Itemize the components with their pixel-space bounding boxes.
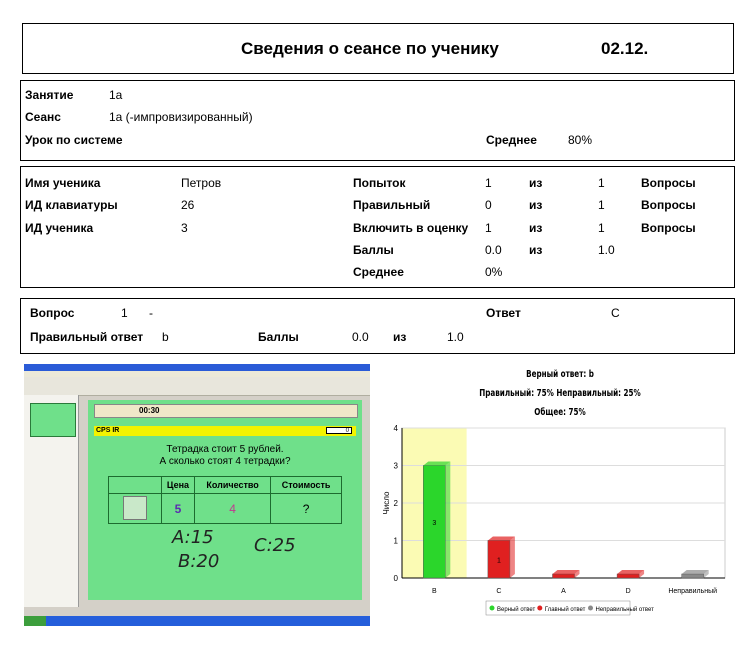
stat-label: Включить в оценку: [353, 221, 469, 235]
session-average-label: Среднее: [486, 133, 537, 147]
question-score-of: из: [393, 330, 407, 344]
table-cell: [109, 477, 162, 494]
stat-unit: Вопросы: [641, 221, 696, 235]
bar-value-label: 1: [496, 557, 501, 565]
col-qty: Количество: [194, 477, 270, 494]
taskbar: [24, 616, 370, 626]
stat-label: Среднее: [353, 265, 404, 279]
bar-value-label: 3: [432, 519, 437, 527]
price-value: 5: [162, 494, 195, 524]
stat-label: Попыток: [353, 176, 406, 190]
system-lesson-label: Урок по системе: [25, 133, 123, 147]
col-price: Цена: [162, 477, 195, 494]
cps-counter: 0: [326, 427, 352, 434]
cost-value: ?: [271, 494, 342, 524]
chart-plot: [380, 364, 740, 629]
slide-thumbnail-panel: [24, 395, 79, 607]
slide-canvas: [88, 400, 362, 600]
legend-marker: [490, 606, 495, 611]
legend-label: Главный ответ: [544, 607, 586, 613]
report-date: 02.12.: [601, 39, 649, 58]
session-label: Сеанс: [25, 110, 61, 124]
timer: 00:30: [139, 406, 160, 415]
cps-bar: [94, 426, 356, 436]
stat-value: 0.0: [485, 243, 502, 257]
legend-label: Верный ответ: [497, 607, 536, 613]
report-header: [22, 23, 734, 74]
window-toolbar: [24, 377, 370, 396]
legend-marker: [588, 606, 593, 611]
question-dash: -: [149, 306, 153, 320]
bar: [682, 574, 704, 578]
legend-label: Неправильный ответ: [595, 607, 654, 613]
y-tick-label: 1: [393, 536, 398, 546]
lesson-value: 1а: [109, 88, 123, 102]
question-label: Вопрос: [30, 306, 75, 320]
slide-screenshot: [24, 364, 370, 626]
x-tick-label: A: [561, 588, 566, 595]
stat-total: 1: [598, 198, 605, 212]
stat-total: 1: [598, 176, 605, 190]
session-info: [20, 80, 735, 161]
page-title: Сведения о сеансе по ученику: [241, 39, 499, 58]
x-tick-label: D: [625, 588, 631, 595]
y-tick-label: 2: [393, 499, 398, 508]
question-info: [20, 298, 735, 354]
start-button: [24, 616, 46, 626]
slide-control-bar: [94, 404, 358, 418]
chart-title-line3: Общее: 75%: [534, 407, 586, 418]
y-axis-label: Число: [382, 491, 391, 515]
stat-of: из: [529, 176, 543, 190]
student-id-value: 3: [181, 221, 188, 235]
stat-of: из: [529, 243, 543, 257]
question-number: 1: [121, 306, 128, 320]
stat-total: 1.0: [598, 243, 615, 257]
slide-table: [108, 476, 342, 524]
qty-value: 4: [194, 494, 270, 524]
slide-question-line1: Тетрадка стоит 5 рублей.: [166, 444, 284, 455]
stat-label: Баллы: [353, 243, 394, 257]
question-score-value: 0.0: [352, 330, 369, 344]
keypad-id-value: 26: [181, 198, 195, 212]
chart-title-line2: Правильный: 75% Неправильный: 25%: [479, 388, 641, 399]
col-cost: Стоимость: [271, 477, 342, 494]
handwritten-answer: A:15: [172, 527, 214, 548]
stat-of: из: [529, 221, 543, 235]
stat-value: 1: [485, 221, 492, 235]
x-tick-label: Неправильный: [668, 588, 718, 595]
answer-value: C: [611, 306, 620, 320]
x-tick-label: B: [431, 588, 437, 595]
response-chart: [380, 364, 740, 629]
answer-label: Ответ: [486, 306, 521, 320]
stat-of: из: [529, 198, 543, 212]
handwritten-answer: B:20: [178, 551, 220, 572]
student-info: [20, 166, 735, 288]
bar-side: [445, 462, 450, 579]
correct-answer-value: b: [162, 330, 169, 344]
stat-value: 1: [485, 176, 492, 190]
bar: [553, 574, 575, 578]
stat-value: 0: [485, 198, 492, 212]
notebook-image: [123, 496, 147, 520]
y-tick-label: 0: [393, 574, 398, 583]
bar: [617, 574, 639, 578]
notebook-image-cell: [109, 494, 162, 524]
y-tick-label: 4: [393, 424, 398, 433]
student-id-label: ИД ученика: [25, 221, 94, 235]
slide-question-line2: А сколько стоят 4 тетрадки?: [159, 456, 291, 467]
stat-unit: Вопросы: [641, 198, 696, 212]
stat-value: 0%: [485, 265, 503, 279]
lesson-label: Занятие: [25, 88, 74, 102]
stat-unit: Вопросы: [641, 176, 696, 190]
student-name-label: Имя ученика: [25, 176, 101, 190]
question-score-label: Баллы: [258, 330, 299, 344]
chart-title-line1: Верный ответ: b: [526, 369, 594, 380]
stat-label: Правильный: [353, 198, 431, 212]
slide-thumbnail: [30, 403, 76, 437]
bar-side: [510, 537, 515, 579]
keypad-id-label: ИД клавиатуры: [25, 198, 118, 212]
cps-label: CPS IR: [96, 427, 120, 434]
window-titlebar: [24, 364, 370, 371]
session-value: 1а (-импровизированный): [109, 110, 253, 124]
correct-answer-label: Правильный ответ: [30, 330, 144, 344]
session-average-value: 80%: [568, 133, 593, 147]
handwritten-answer: C:25: [254, 535, 296, 556]
x-tick-label: C: [496, 588, 502, 595]
question-score-total: 1.0: [447, 330, 464, 344]
legend-marker: [537, 606, 542, 611]
y-tick-label: 3: [393, 461, 398, 471]
stat-total: 1: [598, 221, 605, 235]
student-name-value: Петров: [181, 176, 222, 190]
